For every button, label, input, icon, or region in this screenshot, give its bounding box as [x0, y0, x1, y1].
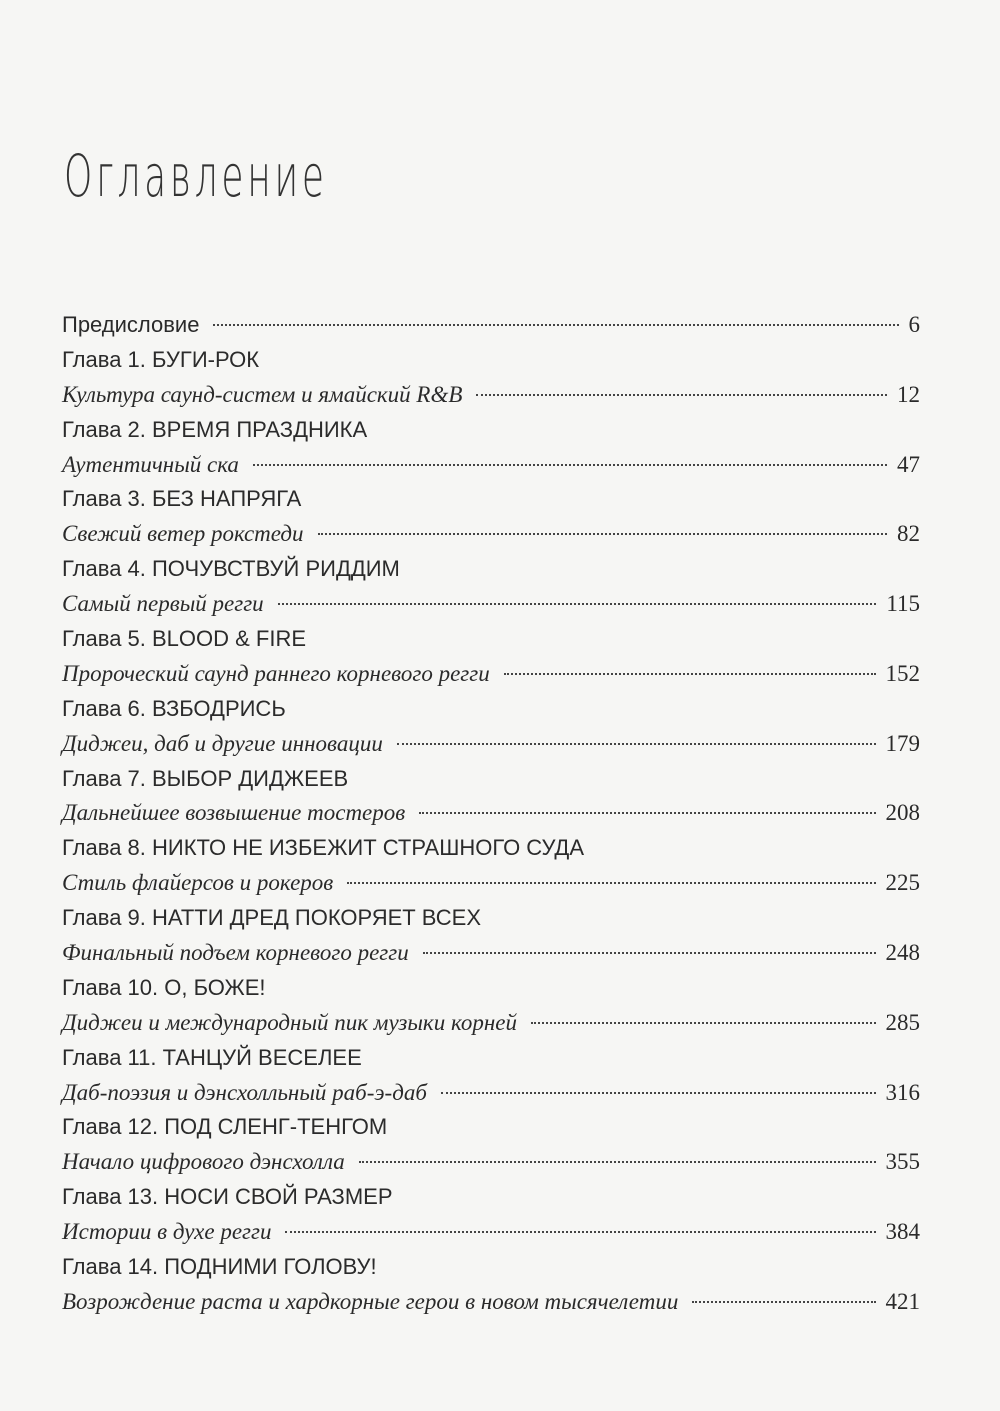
toc-entry-text: Пророческий саунд раннего корневого регги — [62, 660, 490, 686]
toc-entry-text: Глава 10. О, БОЖЕ! — [62, 974, 266, 1000]
toc-subtitle-entry — [62, 940, 920, 975]
toc-entry-text: Диджеи и международный пик музыки корней — [62, 1009, 517, 1035]
toc-entry-text: Глава 9. НАТТИ ДРЕД ПОКОРЯЕТ ВСЕХ — [62, 905, 481, 931]
dot-leader — [531, 1022, 876, 1024]
toc-chapter-heading — [62, 626, 920, 661]
toc-entry-text: Стиль флайерсов и рокеров — [62, 870, 334, 896]
toc-subtitle-entry — [62, 661, 920, 696]
dot-leader — [285, 1231, 875, 1233]
dot-leader — [213, 324, 898, 326]
toc-entry-text: Даб-поэзия и дэнсхолльный раб-э-даб — [62, 1079, 427, 1105]
toc-subtitle-entry — [62, 1149, 920, 1184]
toc-entry-text: Культура саунд-систем и ямайский R&B — [62, 381, 463, 407]
toc-entry-text: Глава 2. ВРЕМЯ ПРАЗДНИКА — [62, 416, 368, 442]
dot-leader — [397, 743, 876, 745]
toc-entry-text: Диджеи, даб и другие инновации — [62, 730, 383, 756]
toc-entry-text: Глава 13. НОСИ СВОЙ РАЗМЕР — [62, 1184, 393, 1210]
toc-entry-text: Самый первый регги — [62, 591, 264, 617]
toc-subtitle-entry — [62, 591, 920, 626]
toc-page-number: 6 — [908, 312, 920, 337]
toc-preface-entry — [62, 312, 920, 347]
toc-chapter-heading — [62, 347, 920, 382]
toc-entry-text: Истории в духе регги — [62, 1219, 272, 1245]
toc-page-number: 316 — [885, 1079, 920, 1105]
toc-chapter-heading — [62, 975, 920, 1010]
toc-subtitle-entry — [62, 521, 920, 556]
toc-page-number: 225 — [885, 870, 920, 896]
toc-page-number: 248 — [885, 940, 920, 966]
toc-chapter-heading — [62, 556, 920, 591]
toc-entry-text: Глава 11. ТАНЦУЙ ВЕСЕЛЕЕ — [62, 1044, 362, 1070]
toc-subtitle-entry — [62, 731, 920, 766]
toc-subtitle-entry — [62, 1010, 920, 1045]
toc-chapter-heading — [62, 486, 920, 521]
toc-entry-text: Финальный подъем корневого регги — [62, 940, 409, 966]
toc-entry-text: Аутентичный ска — [62, 451, 239, 477]
dot-leader — [504, 673, 876, 675]
toc-entry-text: Возрождение раста и хардкорные герои в новом тысячелетии — [62, 1288, 679, 1314]
toc-subtitle-entry — [62, 800, 920, 835]
toc-entry-text: Начало цифрового дэнсхолла — [62, 1149, 345, 1175]
toc-chapter-heading — [62, 835, 920, 870]
toc-page-number: 152 — [885, 660, 920, 686]
toc-chapter-heading — [62, 417, 920, 452]
toc-subtitle-entry — [62, 1080, 920, 1115]
toc-page-number: 179 — [885, 730, 920, 756]
toc-chapter-heading — [62, 766, 920, 801]
dot-leader — [347, 882, 875, 884]
toc-entry-text: Дальнейшее возвышение тостеров — [62, 800, 406, 826]
toc-entry-text: Глава 7. ВЫБОР ДИДЖЕЕВ — [62, 765, 349, 791]
dot-leader — [253, 464, 887, 466]
toc-chapter-heading — [62, 1184, 920, 1219]
page-title: Оглавление — [64, 142, 328, 210]
toc-entry-text: Глава 8. НИКТО НЕ ИЗБЕЖИТ СТРАШНОГО СУДА — [62, 835, 585, 861]
dot-leader — [359, 1161, 876, 1163]
toc-entry-text: Предисловие — [62, 312, 200, 337]
toc-chapter-heading — [62, 1045, 920, 1080]
toc-subtitle-entry — [62, 452, 920, 487]
toc-page-number: 12 — [897, 381, 920, 407]
toc-chapter-heading — [62, 696, 920, 731]
toc-chapter-heading — [62, 1114, 920, 1149]
toc-entry-text: Глава 14. ПОДНИМИ ГОЛОВУ! — [62, 1254, 377, 1280]
dot-leader — [419, 812, 875, 814]
dot-leader — [692, 1301, 875, 1303]
toc-subtitle-entry — [62, 382, 920, 417]
dot-leader — [318, 533, 887, 535]
dot-leader — [476, 394, 887, 396]
toc-subtitle-entry — [62, 1289, 920, 1324]
toc-entry-text: Глава 12. ПОД СЛЕНГ-ТЕНГОМ — [62, 1114, 388, 1140]
toc-entry-text: Глава 1. БУГИ-РОК — [62, 346, 260, 372]
toc-page-number: 421 — [885, 1288, 920, 1314]
toc-page-number: 285 — [885, 1009, 920, 1035]
toc-entry-text: Глава 4. ПОЧУВСТВУЙ РИДДИМ — [62, 556, 400, 582]
toc-page-number: 355 — [885, 1149, 920, 1175]
toc-entry-text: Глава 3. БЕЗ НАПРЯГА — [62, 486, 302, 512]
toc-chapter-heading — [62, 905, 920, 940]
dot-leader — [441, 1092, 876, 1094]
toc-entry-text: Глава 6. ВЗБОДРИСЬ — [62, 695, 286, 721]
toc-subtitle-entry — [62, 1219, 920, 1254]
toc-page-number: 82 — [897, 521, 920, 547]
dot-leader — [278, 603, 877, 605]
toc-subtitle-entry — [62, 870, 920, 905]
toc-entry-text: Свежий ветер рокстеди — [62, 521, 304, 547]
toc-entry-text: Глава 5. BLOOD & FIRE — [62, 626, 307, 652]
toc-page-number: 208 — [885, 800, 920, 826]
dot-leader — [423, 952, 876, 954]
toc-page-number: 47 — [897, 451, 920, 477]
toc-page-number: 384 — [885, 1219, 920, 1245]
table-of-contents — [62, 312, 920, 1324]
toc-chapter-heading — [62, 1254, 920, 1289]
toc-page-number: 115 — [886, 591, 920, 617]
